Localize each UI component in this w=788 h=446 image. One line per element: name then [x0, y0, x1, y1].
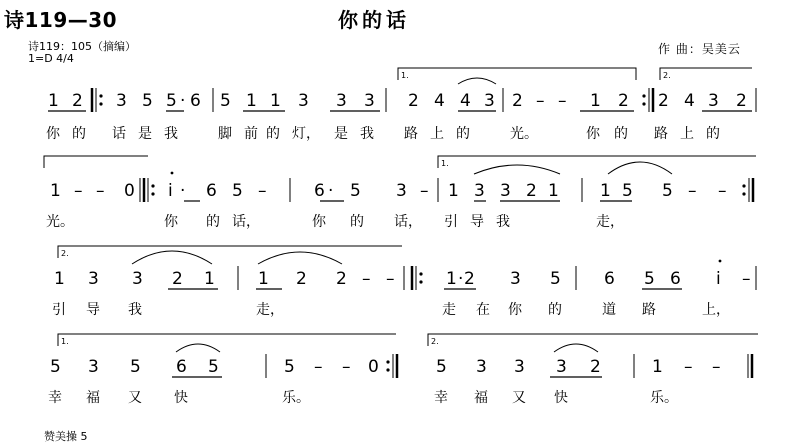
note: 2	[618, 91, 629, 111]
note: 5	[436, 357, 447, 377]
lyric: 走	[442, 302, 456, 318]
lyric: 上	[680, 126, 694, 142]
lyric: 我	[496, 214, 510, 230]
note: –	[96, 181, 105, 201]
lyric: 上，	[702, 302, 730, 318]
note: 5	[130, 357, 141, 377]
note: 3	[298, 91, 309, 111]
lyric: 的	[350, 214, 364, 230]
lyric: 乐。	[282, 390, 310, 406]
note: 3	[396, 181, 407, 201]
volta-bracket	[398, 68, 636, 80]
lyric: 的	[706, 126, 720, 142]
dot-mark	[742, 192, 745, 195]
note: 2	[172, 269, 183, 289]
hymn-number: 诗119—30	[4, 8, 118, 32]
volta-bracket	[660, 68, 752, 80]
note: 1	[448, 181, 459, 201]
lyric: 引	[52, 302, 66, 318]
note: i	[716, 269, 721, 289]
note: –	[258, 181, 267, 201]
lyric: 光。	[510, 126, 538, 142]
note: 3	[132, 269, 143, 289]
dot-mark	[642, 102, 645, 105]
dot-mark	[171, 172, 174, 175]
lyric: 在	[476, 302, 490, 318]
dot-mark	[642, 94, 645, 97]
note: 1	[204, 269, 215, 289]
lyric: 的	[266, 126, 280, 142]
slur-mark	[554, 344, 598, 352]
lyric: 你	[508, 302, 522, 318]
volta-first-label: 1.	[441, 159, 449, 168]
lyric: 幸	[48, 390, 62, 406]
slur-mark	[258, 252, 342, 264]
note: 5	[284, 357, 295, 377]
lyric: 脚	[218, 126, 232, 142]
volta-bracket	[58, 246, 402, 258]
composer-credit: 作 曲：吴美云	[658, 42, 741, 56]
slur-mark	[132, 251, 212, 264]
lyric: 路	[642, 302, 656, 318]
note: 3	[88, 269, 99, 289]
note: 4	[434, 91, 445, 111]
note: 2	[512, 91, 523, 111]
lyric: 前	[244, 126, 258, 142]
lyric: 我	[360, 126, 374, 142]
dot-mark	[719, 260, 722, 263]
footer-label: 赞美操 5	[44, 430, 88, 443]
key-signature: 1=D 4/4	[28, 52, 74, 65]
lyric: 的	[206, 214, 220, 230]
note: 3	[476, 357, 487, 377]
note: 5	[350, 181, 361, 201]
note: –	[536, 91, 545, 111]
dot-mark	[419, 280, 422, 283]
lyric: 是	[334, 126, 348, 142]
volta-bracket	[428, 334, 758, 346]
lyric: 导	[470, 214, 484, 230]
lyric: 你	[312, 214, 326, 230]
lyric: 路	[404, 126, 418, 142]
note: 1	[590, 91, 601, 111]
note: 5	[220, 91, 231, 111]
note: 3	[88, 357, 99, 377]
note: –	[420, 181, 429, 201]
slur-mark	[176, 344, 220, 352]
note: –	[342, 357, 351, 377]
lyric: 路	[654, 126, 668, 142]
lyric: 光。	[46, 214, 74, 230]
dot-mark	[386, 360, 389, 363]
dot-mark	[386, 368, 389, 371]
note: ·	[458, 269, 464, 289]
dot-mark	[419, 272, 422, 275]
lyric: 我	[164, 126, 178, 142]
note: 5	[142, 91, 153, 111]
lyric: 乐。	[650, 390, 678, 406]
slur-mark	[474, 165, 560, 174]
note: 6	[176, 357, 187, 377]
note: –	[558, 91, 567, 111]
note: 1	[246, 91, 257, 111]
note: ·	[328, 181, 334, 201]
note: –	[742, 269, 751, 289]
staff-row-2	[44, 156, 756, 230]
lyric: 的	[72, 126, 86, 142]
note: 5	[50, 357, 61, 377]
note: –	[362, 269, 371, 289]
lyric: 引	[444, 214, 458, 230]
note: 2	[658, 91, 669, 111]
note: 5	[644, 269, 655, 289]
note: 1	[258, 269, 269, 289]
note: 0	[368, 357, 379, 377]
staff-row-4	[48, 334, 758, 406]
note: 5	[208, 357, 219, 377]
note: 6	[314, 181, 325, 201]
note: 2	[72, 91, 83, 111]
lyric: 福	[86, 390, 100, 406]
note: –	[688, 181, 697, 201]
note: 3	[514, 357, 525, 377]
note: 5	[550, 269, 561, 289]
note: 6	[206, 181, 217, 201]
lyric: 幸	[434, 390, 448, 406]
note: i	[168, 181, 173, 201]
dot-mark	[99, 94, 102, 97]
note: 1	[48, 91, 59, 111]
lyric: 话，	[232, 214, 260, 230]
note: ·	[180, 91, 186, 111]
note: 6	[190, 91, 201, 111]
note: 1	[548, 181, 559, 201]
lyric: 我	[128, 302, 142, 318]
note: 3	[510, 269, 521, 289]
volta-first-label: 1.	[61, 337, 69, 346]
lyric: 你	[586, 126, 600, 142]
note: 5	[232, 181, 243, 201]
note: 0	[124, 181, 135, 201]
note: 3	[364, 91, 375, 111]
dot-mark	[742, 184, 745, 187]
note: 1	[600, 181, 611, 201]
scripture-source: 诗119：105（摘编）	[28, 40, 136, 53]
note: 3	[336, 91, 347, 111]
note: 5	[662, 181, 673, 201]
note: 3	[484, 91, 495, 111]
note: 2	[736, 91, 747, 111]
lyric: 话，	[394, 214, 422, 230]
note: 3	[556, 357, 567, 377]
note: 2	[464, 269, 475, 289]
lyric: 的	[548, 302, 562, 318]
note: 6	[670, 269, 681, 289]
note: 5	[166, 91, 177, 111]
note: 1	[54, 269, 65, 289]
note: 3	[708, 91, 719, 111]
volta-bracket	[58, 334, 396, 346]
lyric: 的	[614, 126, 628, 142]
note: 3	[116, 91, 127, 111]
lyric: 的	[456, 126, 470, 142]
lyric: 灯，	[292, 126, 320, 142]
volta-second-label: 2.	[61, 249, 69, 258]
lyric: 走，	[596, 214, 624, 230]
lyric: 话	[112, 126, 126, 142]
lyric: 快	[554, 390, 568, 406]
lyric: 上	[430, 126, 444, 142]
dot-mark	[151, 192, 154, 195]
lyric: 走，	[256, 302, 284, 318]
note: 2	[526, 181, 537, 201]
volta-second-label: 2.	[431, 337, 439, 346]
note: 1	[446, 269, 457, 289]
lyric: 又	[128, 390, 142, 406]
note: 2	[408, 91, 419, 111]
note: –	[712, 357, 721, 377]
note: 1	[50, 181, 61, 201]
staff-row-3	[52, 246, 756, 318]
note: ·	[180, 181, 186, 201]
dot-mark	[151, 184, 154, 187]
volta-bracket	[44, 156, 148, 168]
volta-second-label: 2.	[663, 71, 671, 80]
volta-first-label: 1.	[401, 71, 409, 80]
slur-mark	[458, 78, 496, 84]
note: 2	[296, 269, 307, 289]
note: –	[718, 181, 727, 201]
dot-mark	[99, 102, 102, 105]
note: 4	[684, 91, 695, 111]
note: 4	[460, 91, 471, 111]
lyric: 你	[164, 214, 178, 230]
note: 2	[590, 357, 601, 377]
lyric: 福	[474, 390, 488, 406]
slur-mark	[608, 162, 672, 174]
staff-row-1	[46, 68, 756, 142]
note: 5	[622, 181, 633, 201]
note: 3	[500, 181, 511, 201]
volta-bracket	[438, 156, 756, 168]
lyric: 快	[174, 390, 188, 406]
note: –	[684, 357, 693, 377]
note: –	[314, 357, 323, 377]
lyric: 导	[86, 302, 100, 318]
lyric: 道	[602, 302, 616, 318]
note: 2	[336, 269, 347, 289]
lyric: 是	[138, 126, 152, 142]
lyric: 又	[512, 390, 526, 406]
lyric: 你	[46, 126, 60, 142]
note: 1	[270, 91, 281, 111]
note: 1	[652, 357, 663, 377]
note: 6	[604, 269, 615, 289]
note: –	[74, 181, 83, 201]
note: 3	[474, 181, 485, 201]
song-title: 你的话	[338, 8, 410, 32]
note: –	[386, 269, 395, 289]
